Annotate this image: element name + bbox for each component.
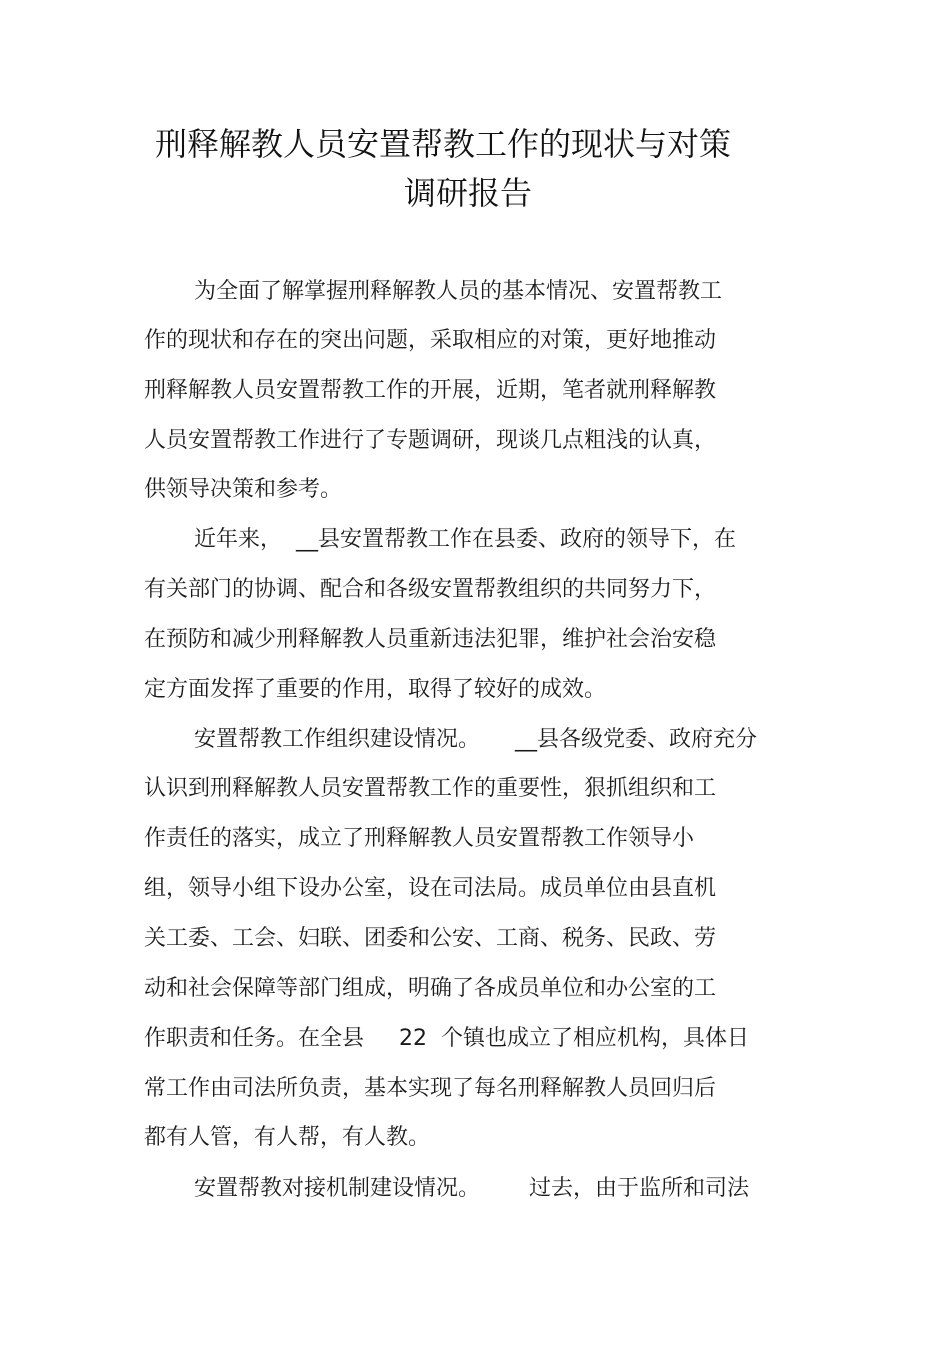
- body-line: 人员安置帮教工作进行了专题调研，现谈几点粗浅的认真，: [144, 428, 717, 453]
- body-line: 在预防和减少刑释解教人员重新违法犯罪，维护社会治安稳: [144, 627, 717, 652]
- body-line: 近年来， __县安置帮教工作在县委、政府的领导下，在: [194, 527, 736, 552]
- body-line: 刑释解教人员安置帮教工作的开展，近期，笔者就刑释解教: [144, 378, 717, 403]
- body-line: 组，领导小组下设办公室，设在司法局。成员单位由县直机: [144, 876, 717, 901]
- body-line: 关工委、工会、妇联、团委和公安、工商、税务、民政、劳: [144, 926, 717, 951]
- body-line: 安置帮教对接机制建设情况。 过去，由于监所和司法: [194, 1176, 749, 1201]
- body-line: 有关部门的协调、配合和各级安置帮教组织的共同努力下，: [144, 577, 717, 602]
- body-line: 作的现状和存在的突出问题，采取相应的对策，更好地推动: [144, 328, 717, 353]
- body-line: 定方面发挥了重要的作用，取得了较好的成效。: [144, 677, 607, 702]
- body-line: 为全面了解掌握刑释解教人员的基本情况、安置帮教工: [194, 279, 723, 304]
- body-line: 供领导决策和参考。: [144, 477, 343, 502]
- body-line: 认识到刑释解教人员安置帮教工作的重要性，狠抓组织和工: [144, 776, 717, 801]
- body-line: 安置帮教工作组织建设情况。 __县各级党委、政府充分: [194, 727, 757, 752]
- body-line: 作职责和任务。在全县 22 个镇也成立了相应机构，具体日: [144, 1026, 749, 1051]
- document-title-line-2: 调研报告: [403, 174, 532, 212]
- body-line: 作责任的落实，成立了刑释解教人员安置帮教工作领导小: [144, 826, 695, 851]
- body-line: 常工作由司法所负责，基本实现了每名刑释解教人员回归后: [144, 1076, 717, 1101]
- body-line: 都有人管，有人帮，有人教。: [144, 1125, 431, 1150]
- body-line: 动和社会保障等部门组成，明确了各成员单位和办公室的工: [144, 976, 717, 1001]
- document-title-line-1: 刑释解教人员安置帮教工作的现状与对策: [154, 125, 731, 163]
